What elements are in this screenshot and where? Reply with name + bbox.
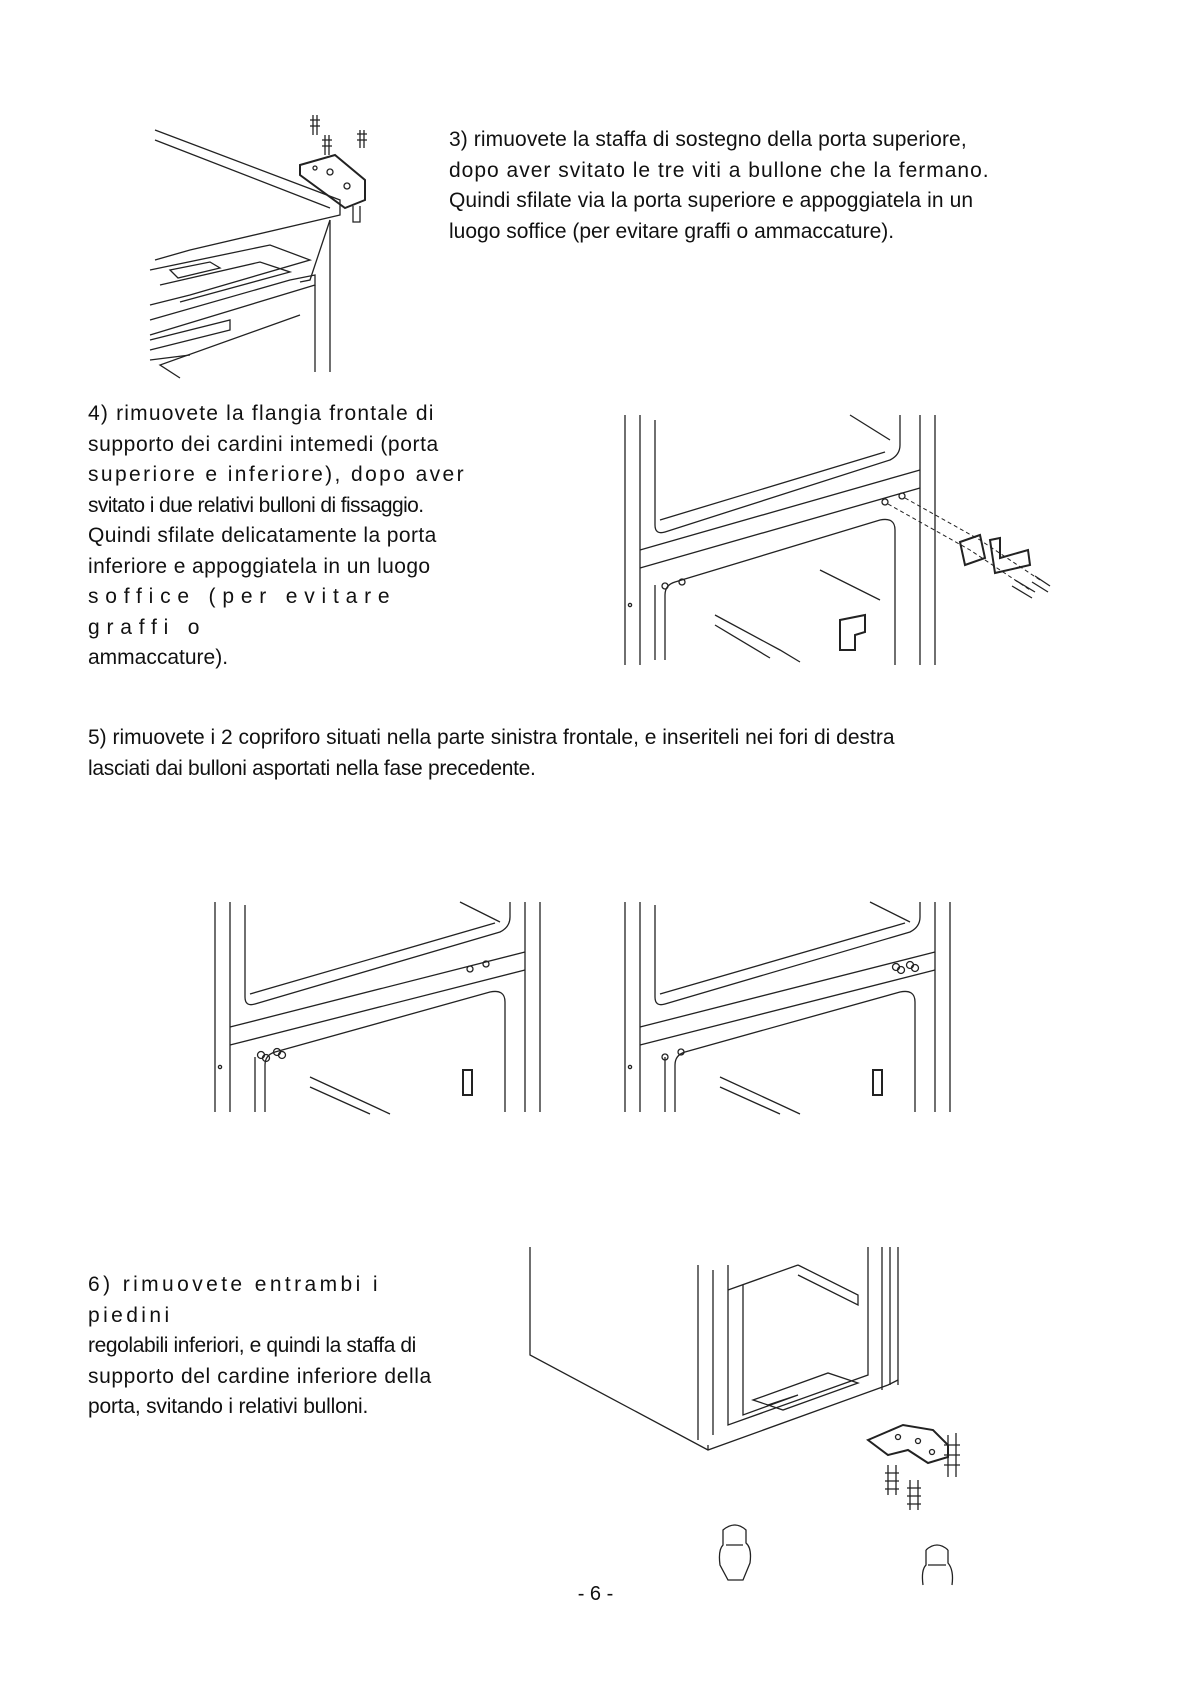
step-4-line-6: inferiore e appoggiatela in un luogo <box>88 554 431 578</box>
step-4-line-8: ammaccature). <box>88 646 229 669</box>
step-6-line-4: porta, svitando i relativi bulloni. <box>88 1395 369 1418</box>
step-3-line-4: luogo soffice (per evitare graffi o ammaccature). <box>449 219 895 243</box>
step-6-line-1: 6) rimuovete entrambi i piedini <box>88 1273 381 1327</box>
feet-and-bottom-hinge-illustration <box>528 1245 1008 1585</box>
step-3-text <box>449 125 1019 247</box>
step-5-line-2: lasciati dai bulloni asportati nella fase precedente. <box>88 756 536 780</box>
step-5-line-1: 5) rimuovete i 2 copriforo situati nella parte sinistra frontale, e inseriteli nei fori di destra <box>88 726 895 749</box>
step-3-line-2: dopo aver svitato le tre viti a bullone che la fermano. <box>449 158 990 182</box>
step-4-line-7: soffice (per evitare graffi o <box>88 585 397 639</box>
step-6-line-2: regolabili inferiori, e quindi la staffa di <box>88 1334 416 1357</box>
hole-covers-after-illustration <box>620 897 960 1117</box>
step-6-text <box>88 1270 472 1423</box>
step-3-line-1: 3) rimuovete la staffa di sostegno della porta superiore, <box>449 128 967 151</box>
step-4-line-2: supporto dei cardini intemedi (porta <box>88 432 439 456</box>
page-number: - 6 - <box>577 1583 614 1605</box>
step-3-line-3: Quindi sfilate via la porta superiore e appoggiatela in un <box>449 189 974 212</box>
top-hinge-removal-illustration <box>150 110 410 380</box>
step-4-text <box>88 399 476 674</box>
step-4-line-4: svitato i due relativi bulloni di fissaggio. <box>88 493 424 517</box>
step-4-line-5: Quindi sfilate delicatamente la porta <box>88 524 437 547</box>
step-4-line-1: 4) rimuovete la flangia frontale di <box>88 402 435 425</box>
middle-hinge-removal-illustration <box>620 410 1080 670</box>
step-6-line-3: supporto del cardine inferiore della <box>88 1364 432 1388</box>
step-4-line-3: superiore e inferiore), dopo aver <box>88 463 467 486</box>
hole-covers-before-illustration <box>210 897 550 1117</box>
step-5-text <box>88 723 1048 784</box>
